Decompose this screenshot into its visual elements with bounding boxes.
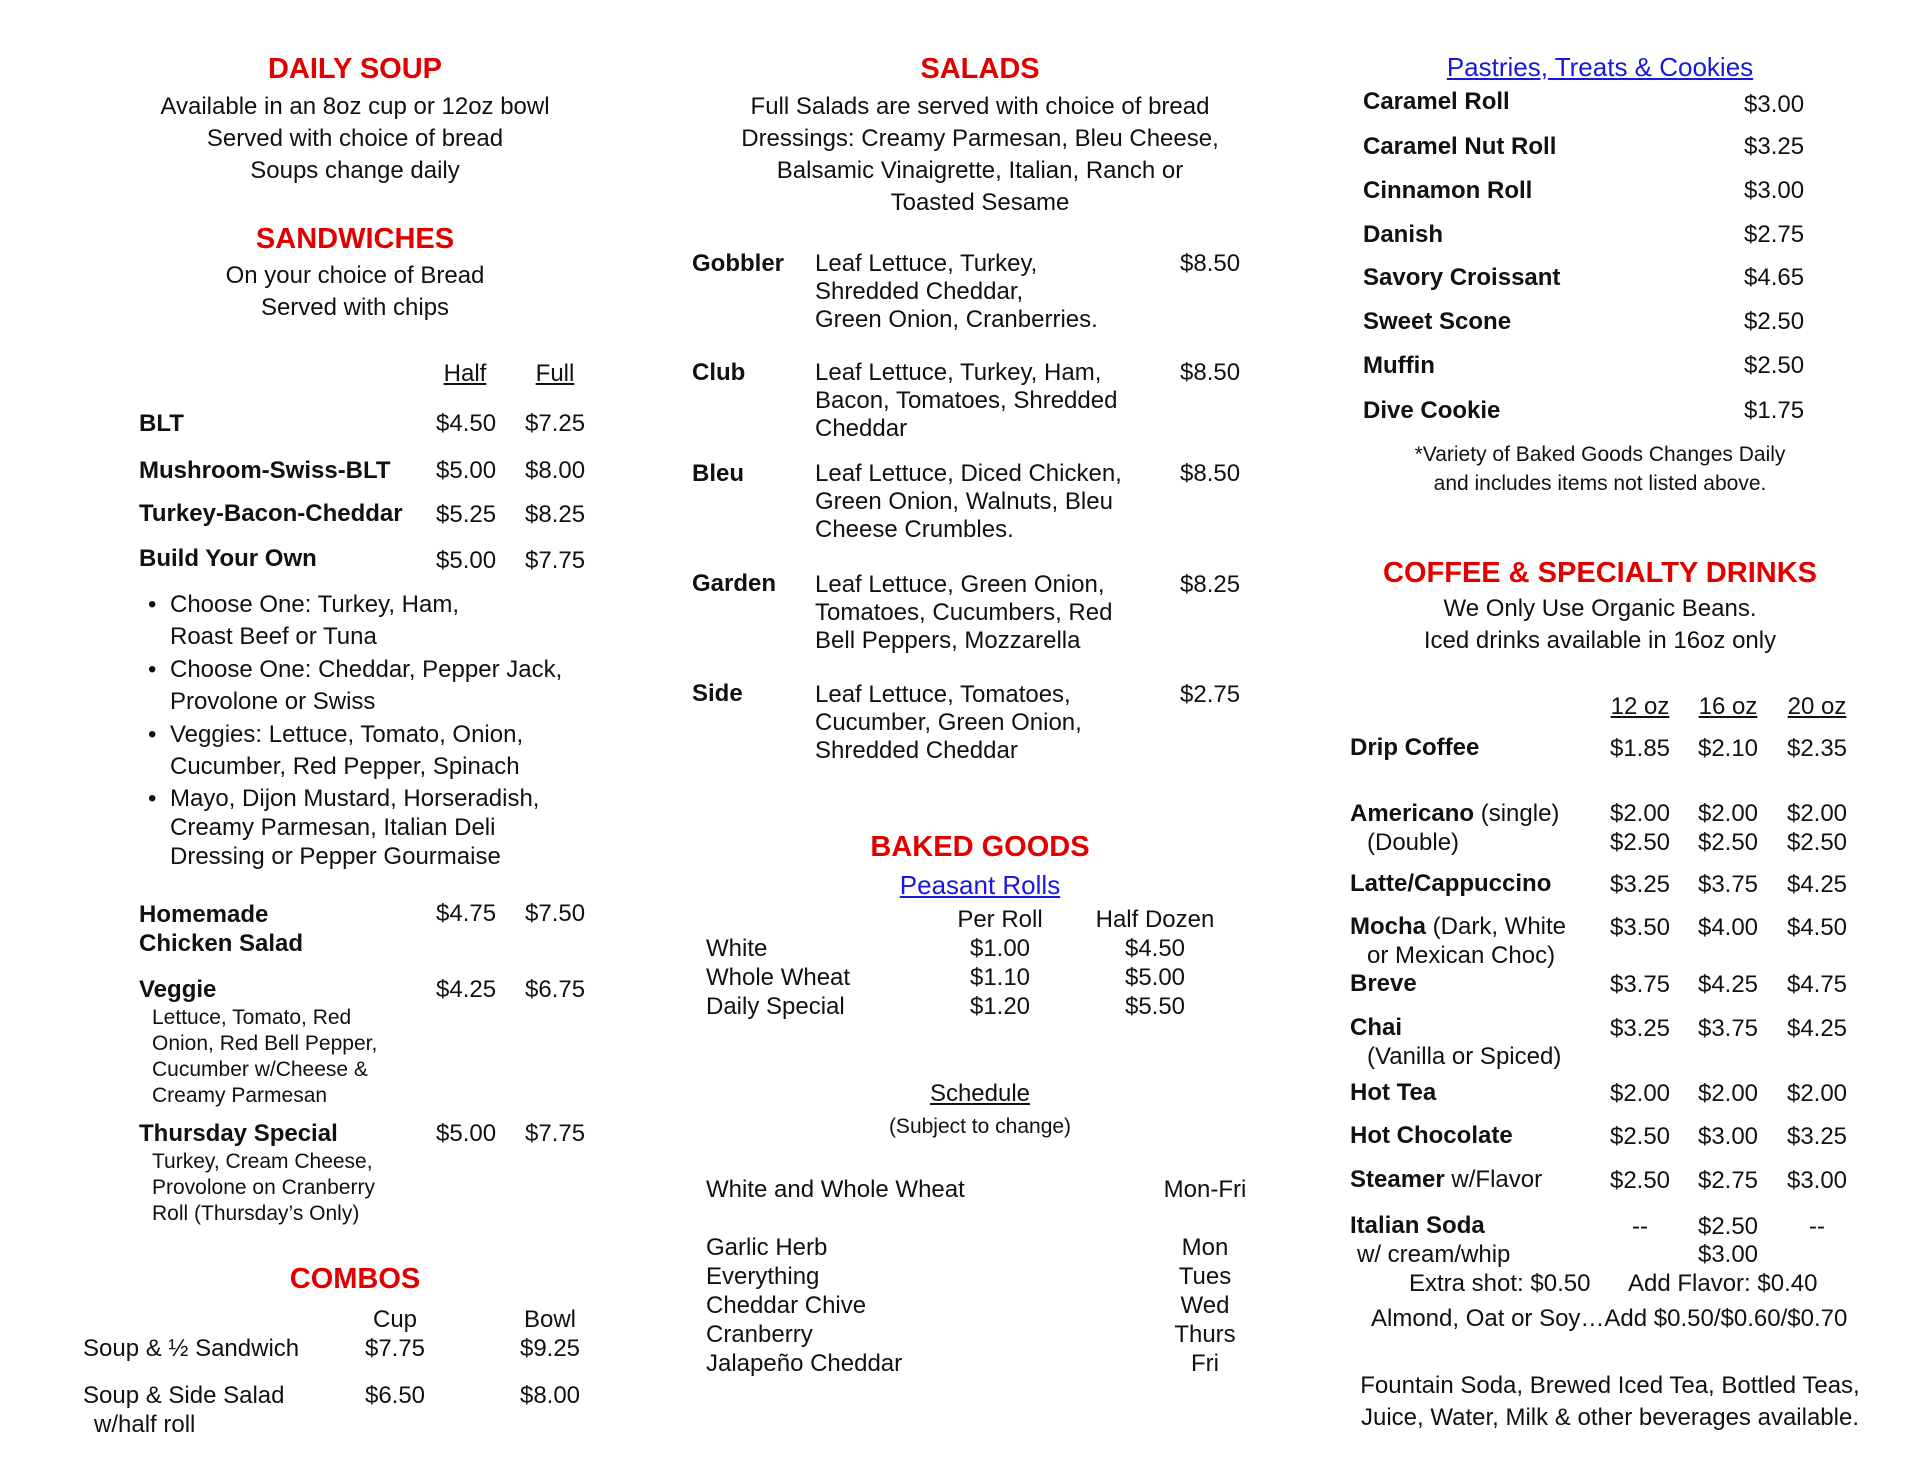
pastry-name: Sweet Scone [1363, 308, 1512, 335]
drink-price-20: $3.00 [1786, 1167, 1848, 1194]
drink-name: Hot Chocolate [1350, 1122, 1513, 1149]
roll-per-price: $1.20 [969, 993, 1031, 1020]
pastry-name: Danish [1363, 221, 1444, 248]
schedule-title: Schedule [929, 1080, 1031, 1107]
drink-name: Mocha (Dark, White [1350, 913, 1567, 940]
pastry-price: $3.00 [1744, 91, 1805, 118]
fountain-note: Fountain Soda, Brewed Iced Tea, Bottled Teas, Juice, Water, Milk & other beverages available. [1360, 1372, 1860, 1431]
thursday-half-price: $5.00 [436, 1120, 497, 1147]
salad-price: $2.75 [1180, 681, 1241, 708]
drink-price-16: $2.10 [1697, 735, 1759, 762]
coffee-title: COFFEE & SPECIALTY DRINKS [1383, 557, 1817, 589]
salads-line: Balsamic Vinaigrette, Italian, Ranch or [776, 157, 1184, 184]
drink-price-12: $2.50 [1609, 829, 1671, 856]
chicken-salad-name: Homemade Chicken Salad [139, 901, 304, 957]
col-header-cup: Cup [372, 1306, 418, 1333]
sandwich-name: Build Your Own [139, 545, 317, 572]
combo-bowl-price: $8.00 [519, 1382, 581, 1409]
pastry-price: $2.75 [1744, 221, 1805, 248]
sandwich-name: BLT [139, 410, 184, 437]
salad-description: Leaf Lettuce, Turkey, Shredded Cheddar, Green Onion, Cranberries. [815, 250, 1098, 333]
salad-description: Leaf Lettuce, Green Onion, Tomatoes, Cucumbers, Red Bell Peppers, Mozzarella [815, 571, 1113, 654]
drink-name: Drip Coffee [1350, 734, 1480, 761]
drink-price-16: $4.25 [1697, 971, 1759, 998]
salad-description: Leaf Lettuce, Diced Chicken, Green Onion, Walnuts, Bleu Cheese Crumbles. [815, 460, 1122, 543]
chicken-half-price: $4.75 [436, 900, 497, 927]
drink-price-20: $2.00 [1786, 800, 1848, 827]
sandwich-full-price: $8.00 [525, 457, 586, 484]
drink-price-16: $2.50 [1697, 1213, 1759, 1240]
drink-name: Breve [1350, 970, 1417, 997]
salads-line: Dressings: Creamy Parmesan, Bleu Cheese, [741, 125, 1219, 152]
drink-price-12: $3.25 [1609, 1015, 1671, 1042]
drink-price-12: -- [1632, 1213, 1648, 1240]
pastry-price: $1.75 [1744, 397, 1805, 424]
pastry-price: $2.50 [1744, 308, 1805, 335]
drink-name: Latte/Cappuccino [1350, 870, 1552, 897]
drink-price-12: $2.50 [1609, 1123, 1671, 1150]
sandwich-name: Turkey-Bacon-Cheddar [139, 500, 403, 527]
roll-half-price: $4.50 [1124, 935, 1186, 962]
drink-name: Americano (single) [1350, 800, 1560, 827]
col-header-per-roll: Per Roll [957, 906, 1043, 933]
salad-price: $8.50 [1180, 250, 1241, 277]
pastry-name: Caramel Nut Roll [1363, 133, 1557, 160]
pastry-price: $4.65 [1744, 264, 1805, 291]
veggie-half-price: $4.25 [436, 976, 497, 1003]
milk-note: Almond, Oat or Soy…Add $0.50/$0.60/$0.70 [1371, 1305, 1848, 1332]
drink-price-16-cream: $3.00 [1697, 1241, 1759, 1268]
col-header-half-dozen: Half Dozen [1095, 906, 1215, 933]
schedule-day: Thurs [1174, 1321, 1236, 1348]
pastry-price: $2.50 [1744, 352, 1805, 379]
schedule-bread-name: Garlic Herb [706, 1234, 828, 1261]
schedule-bread-name: Jalapeño Cheddar [706, 1350, 903, 1377]
sandwiches-title: SANDWICHES [255, 223, 455, 255]
combo-name: Soup & Side Salad [83, 1382, 285, 1409]
combo-name: Soup & ½ Sandwich [83, 1335, 300, 1362]
drink-price-16: $2.00 [1697, 800, 1759, 827]
schedule-day: Tues [1178, 1263, 1232, 1290]
combo-bowl-price: $9.25 [519, 1335, 581, 1362]
sandwich-half-price: $5.00 [436, 457, 497, 484]
drink-price-20: $2.50 [1786, 829, 1848, 856]
drink-sub: w/ cream/whip [1357, 1241, 1511, 1268]
salad-name: Gobbler [692, 250, 785, 277]
col-header-bowl: Bowl [523, 1306, 577, 1333]
veggie-description: Lettuce, Tomato, Red Onion, Red Bell Pepper, Cucumber w/Cheese & Creamy Parmesan [152, 1006, 378, 1107]
schedule-day: Mon [1181, 1234, 1229, 1261]
drink-price-20: -- [1809, 1213, 1825, 1240]
soup-line: Soups change daily [250, 157, 460, 184]
drink-price-16: $4.00 [1697, 914, 1759, 941]
roll-name: Daily Special [706, 993, 845, 1020]
drink-price-16: $3.75 [1697, 1015, 1759, 1042]
schedule-day: Fri [1191, 1350, 1219, 1377]
salad-price: $8.50 [1180, 460, 1241, 487]
col-header-full: Full [535, 360, 575, 387]
combo-cup-price: $6.50 [364, 1382, 426, 1409]
drink-price-12: $2.00 [1609, 800, 1671, 827]
drink-price-16: $3.75 [1697, 871, 1759, 898]
sandwiches-line: On your choice of Bread [225, 262, 485, 289]
salad-description: Leaf Lettuce, Tomatoes, Cucumber, Green Onion, Shredded Cheddar [815, 681, 1082, 764]
col-header-half: Half [443, 360, 487, 387]
veggie-full-price: $6.75 [525, 976, 586, 1003]
drink-price-20: $4.50 [1786, 914, 1848, 941]
roll-name: White [706, 935, 768, 962]
roll-per-price: $1.00 [969, 935, 1031, 962]
drink-price-12: $3.50 [1609, 914, 1671, 941]
soup-line: Served with choice of bread [206, 125, 504, 152]
schedule-day: Wed [1180, 1292, 1230, 1319]
roll-per-price: $1.10 [969, 964, 1031, 991]
thursday-description: Turkey, Cream Cheese, Provolone on Cranberry Roll (Thursday’s Only) [152, 1150, 375, 1225]
peasant-rolls-link[interactable]: Peasant Rolls [899, 870, 1061, 900]
schedule-bread-name: Everything [706, 1263, 820, 1290]
salads-line: Full Salads are served with choice of bread [750, 93, 1210, 120]
sandwich-full-price: $8.25 [525, 501, 586, 528]
roll-name: Whole Wheat [706, 964, 851, 991]
drink-price-12: $2.00 [1609, 1080, 1671, 1107]
roll-half-price: $5.00 [1124, 964, 1186, 991]
daily-soup-title: DAILY SOUP [267, 53, 443, 85]
add-flavor-note: Add Flavor: $0.40 [1628, 1270, 1818, 1297]
sandwich-full-price: $7.75 [525, 547, 586, 574]
pastry-name: Savory Croissant [1363, 264, 1561, 291]
drink-name: Chai [1350, 1014, 1403, 1041]
drink-price-12: $3.25 [1609, 871, 1671, 898]
coffee-line: We Only Use Organic Beans. [1443, 595, 1757, 622]
drink-name: Hot Tea [1350, 1079, 1437, 1106]
extra-shot-note: Extra shot: $0.50 [1409, 1270, 1591, 1297]
drink-price-20: $4.75 [1786, 971, 1848, 998]
sandwich-half-price: $5.00 [436, 547, 497, 574]
drink-sub: (Vanilla or Spiced) [1367, 1043, 1562, 1070]
thursday-special-name: Thursday Special [139, 1120, 338, 1147]
drink-sub: (Double) [1367, 829, 1460, 856]
salad-price: $8.50 [1180, 359, 1241, 386]
drink-price-20: $4.25 [1786, 871, 1848, 898]
option-bullet: • Choose One: Cheddar, Pepper Jack, Provolone or Swiss [170, 654, 562, 718]
drink-price-16: $3.00 [1697, 1123, 1759, 1150]
salads-line: Toasted Sesame [890, 189, 1070, 216]
option-bullet: • Veggies: Lettuce, Tomato, Onion, Cucumber, Red Pepper, Spinach [170, 719, 523, 783]
pastry-name: Caramel Roll [1363, 88, 1510, 115]
size-header-20: 20 oz [1787, 693, 1847, 720]
drink-price-16: $2.00 [1697, 1080, 1759, 1107]
pastry-name: Dive Cookie [1363, 397, 1501, 424]
sandwich-half-price: $4.50 [436, 410, 497, 437]
combo-cup-price: $7.75 [364, 1335, 426, 1362]
pastry-price: $3.25 [1744, 133, 1805, 160]
option-bullet: • Choose One: Turkey, Ham, Roast Beef or Tuna [170, 589, 459, 653]
drink-name: Steamer w/Flavor [1350, 1166, 1543, 1193]
sandwich-half-price: $5.25 [436, 501, 497, 528]
sandwiches-line: Served with chips [260, 294, 450, 321]
salad-description: Leaf Lettuce, Turkey, Ham, Bacon, Tomatoes, Shredded Cheddar [815, 359, 1118, 442]
salad-name: Club [692, 359, 746, 386]
salad-name: Garden [692, 570, 777, 597]
veggie-name: Veggie [139, 976, 217, 1003]
pastry-name: Muffin [1363, 352, 1435, 379]
drink-price-20: $4.25 [1786, 1015, 1848, 1042]
drink-name: Italian Soda [1350, 1212, 1485, 1239]
drink-price-20: $3.25 [1786, 1123, 1848, 1150]
schedule-bread-name: White and Whole Wheat [706, 1176, 965, 1203]
size-header-12: 12 oz [1610, 693, 1670, 720]
drink-price-20: $2.00 [1786, 1080, 1848, 1107]
salads-title: SALADS [920, 53, 1040, 85]
schedule-note: (Subject to change) [888, 1115, 1072, 1138]
drink-price-16: $2.50 [1697, 829, 1759, 856]
roll-half-price: $5.50 [1124, 993, 1186, 1020]
size-header-16: 16 oz [1698, 693, 1758, 720]
drink-price-16: $2.75 [1697, 1167, 1759, 1194]
schedule-bread-name: Cranberry [706, 1321, 813, 1348]
drink-price-12: $2.50 [1609, 1167, 1671, 1194]
pastries-note: *Variety of Baked Goods Changes Daily and includes items not listed above. [1414, 443, 1786, 495]
drink-sub: or Mexican Choc) [1367, 942, 1556, 969]
salad-price: $8.25 [1180, 571, 1241, 598]
salad-name: Bleu [692, 460, 745, 487]
coffee-line: Iced drinks available in 16oz only [1423, 627, 1777, 654]
option-bullet: • Mayo, Dijon Mustard, Horseradish, Creamy Parmesan, Italian Deli Dressing or Pepper Gourmaise [170, 784, 539, 871]
soup-line: Available in an 8oz cup or 12oz bowl [160, 93, 550, 120]
thursday-full-price: $7.75 [525, 1120, 586, 1147]
pastry-name: Cinnamon Roll [1363, 177, 1533, 204]
pastries-title-link[interactable]: Pastries, Treats & Cookies [1446, 52, 1754, 82]
chicken-full-price: $7.50 [525, 900, 586, 927]
drink-price-20: $2.35 [1786, 735, 1848, 762]
sandwich-full-price: $7.25 [525, 410, 586, 437]
drink-price-12: $1.85 [1609, 735, 1671, 762]
salad-name: Side [692, 680, 743, 707]
pastry-price: $3.00 [1744, 177, 1805, 204]
drink-price-12: $3.75 [1609, 971, 1671, 998]
schedule-day: Mon-Fri [1163, 1176, 1247, 1203]
baked-goods-title: BAKED GOODS [870, 831, 1090, 863]
combo-name-sub: w/half roll [94, 1411, 196, 1438]
sandwich-name: Mushroom-Swiss-BLT [139, 457, 391, 484]
schedule-bread-name: Cheddar Chive [706, 1292, 867, 1319]
combos-title: COMBOS [289, 1263, 421, 1295]
